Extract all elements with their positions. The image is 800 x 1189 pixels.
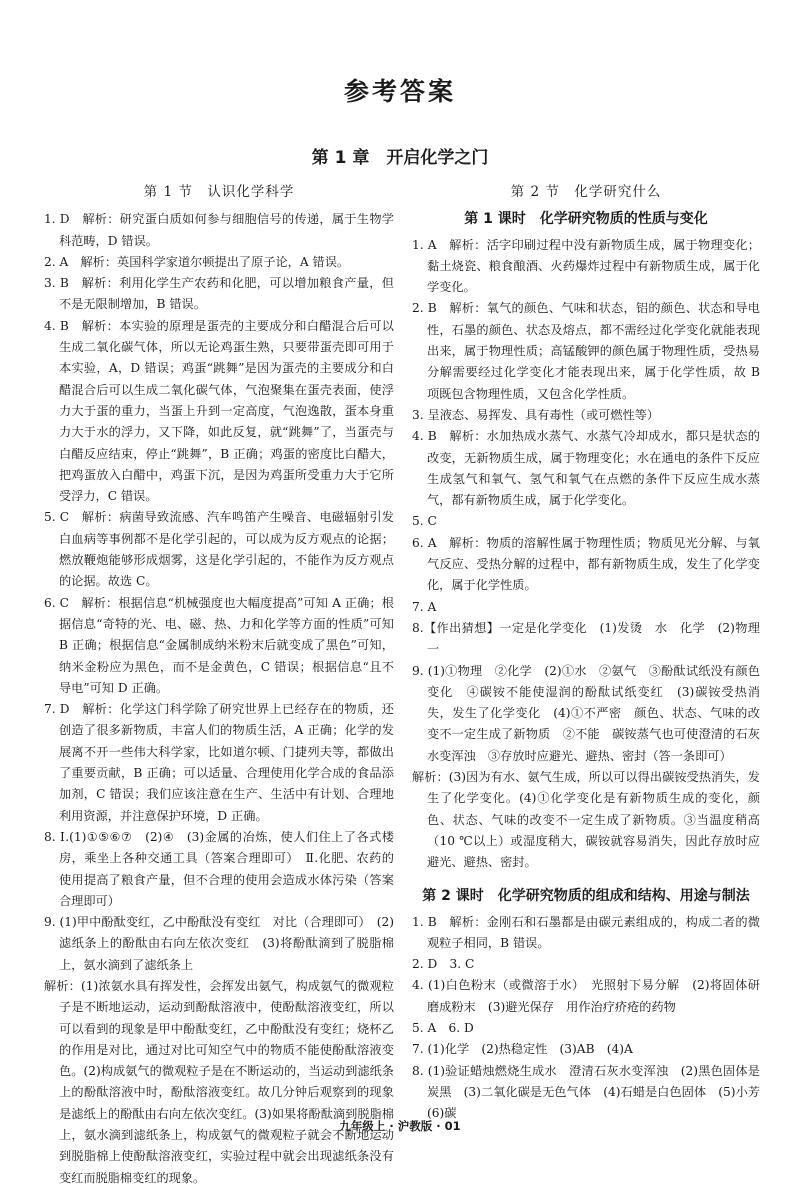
left-column xyxy=(44,182,394,1189)
answer-item: 4. (1)白色粉末（或微溶于水） 光照射下易分解 (2)将固体研磨成粉末 (3)避光保存 用作治疗疥疮的药物 xyxy=(412,978,760,1014)
right-column xyxy=(412,182,773,1124)
answer-item: 8.【作出猜想】一定是化学变化 (1)发烫 水 化学 (2)物理 一 xyxy=(412,620,773,657)
answer-item: 2. D 3. C xyxy=(412,957,475,972)
answer-item: 2. B 解析：氧气的颜色、气味和状态，铝的颜色、状态和导电性，石墨的颜色、状态及熔点，都不需经过化学变化就能表现出来，属于物理性质；高锰酸钾的颜色属于物理性质，受热易分解需要经过化学变化才能表现出来，属于化学性质，故 B 项既包含物理性质，又包含化学性质。 xyxy=(412,301,760,401)
answer-explanation: 解析：(3)因为有水、氨气生成，所以可以得出碳铵受热消失，发生了化学变化。(4)①化学变化是有新物质生成的变化，颜色、状态、气味的改变不一定生成了新物质。③当温度稍高（10 ℃以上）或湿度稍大，碳铵就容易消失，因此存放时应避光、避热、密封。 xyxy=(412,770,760,870)
answer-item: 6. A 解析：物质的溶解性属于物理性质；物质见光分解、与氧气反应、受热分解的过程中，都有新物质生成，发生了化学变化，属于化学性质。 xyxy=(412,535,760,593)
answer-item: 1. B 解析：金刚石和石墨都是由碳元素组成的，构成二者的微观粒子相同，B 错误。 xyxy=(412,914,760,950)
answer-item: 1. A 解析：活字印刷过程中没有新物质生成，属于物理变化；黏土烧瓷、粮食酿酒、火药爆炸过程中有新物质生成，属于化学变化。 xyxy=(412,237,760,295)
chapter-title: 第 1 章 开启化学之门 xyxy=(311,148,489,168)
answer-item: 6. C 解析：根据信息“机械强度也大幅度提高”可知 A 正确；根据信息“奇特的光、电、磁、热、力和化学等方面的性质”可知 B 正确；根据信息“金属制成纳米粉末后就变成了黑色”可知，纳米金粉应为黑色，而不是金黄色，C 错误；根据信息“且不导电”可知 D 正确。 xyxy=(44,595,394,695)
answer-item: 4. B 解析：水加热成水蒸气、水蒸气冷却成水，都只是状态的改变，无新物质生成，属于物理变化；水在通电的条件下反应生成氢气和氧气、氢气和氧气在点燃的条件下反应生成水蒸气，都有新物质生成，属于化学变化。 xyxy=(412,429,760,508)
lesson-title: 第 1 课时 化学研究物质的性质与变化 xyxy=(464,211,708,228)
answer-item: 9. (1)甲中酚酞变红，乙中酚酞没有变红 对比（合理即可） (2)滤纸条上的酚酞由右向左依次变红 (3)将酚酞滴到了脱脂棉上，氨水滴到了滤纸条上 xyxy=(44,915,394,972)
section-title: 第 2 节 化学研究什么 xyxy=(510,184,662,200)
answer-item: 5. C 解析：病菌导致流感、汽车鸣笛产生噪音、电磁辐射引发白血病等事例都不是化学引起的，可以成为反方观点的论据；燃放鞭炮能够形成烟雾，这是化学引起的，不能作为反方观点的论据。故选 C。 xyxy=(44,510,394,589)
answer-item: 3. 呈液态、易挥发、具有毒性（或可燃性等） xyxy=(412,407,660,422)
answer-item: 7. A xyxy=(412,599,437,614)
answer-item: 7. (1)化学 (2)热稳定性 (3)AB (4)A xyxy=(412,1042,633,1057)
answer-item: 3. B 解析：利用化学生产农药和化肥，可以增加粮食产量，但不是无限制增加，B 错误。 xyxy=(44,276,394,312)
answer-item: 1. D 解析：研究蛋白质如何参与细胞信号的传递，属于生物学科范畴，D 错误。 xyxy=(44,212,394,248)
answer-explanation: 解析：(1)浓氨水具有挥发性，会挥发出氨气，构成氨气的微观粒子是不断地运动，运动到酚酞溶液中，使酚酞溶液变红，所以可以看到的现象是甲中酚酞变红，乙中酚酞没有变红；烧杯乙的作用是对比，通过对比可知空气中的物质不能使酚酞溶液变色。(2)构成氨气的微观粒子是在不断运动的，当运动到滤纸条上的酚酞溶液中时，酚酞溶液变红。故几分钟后观察到的现象是滤纸上的酚酞由右向左依次变红。(3)如果将酚酞滴到脱脂棉上，氨水滴到滤纸条上，构成氨气的微观粒子就会不断地运动到脱脂棉上使酚酞溶液变红，实验过程中就会出现滤纸条没有变红而脱脂棉变红的现象。 xyxy=(44,978,394,1185)
page-footer: 九年级上 · 沪教版 · 01 xyxy=(339,1119,461,1133)
answer-item: 8. Ⅰ.(1)①⑤⑥⑦ (2)④ (3)金属的冶炼，使人们住上了各式楼房，乘坐上各种交通工具（答案合理即可） Ⅱ.化肥、农药的使用提高了粮食产量，但不合理的使用会造成水体污染（答案合理即可） xyxy=(44,829,394,908)
answer-item: 5. C xyxy=(412,514,437,529)
answer-item: 9. (1)①物理 ②化学 (2)①水 ②氨气 ③酚酞试纸没有颜色变化 ④碳铵不能使湿润的酚酞试纸变红 (3)碳铵受热消失，发生了化学变化 (4)①不严密 颜色、状态、气味的改变不一定生成了新物质 ②不能 碳铵蒸气也可使澄清的石灰水变浑浊 ③存放时应避光、避热、密封（答一条即可） xyxy=(412,663,760,763)
answer-item: 8. (1)验证蜡烛燃烧生成水 澄清石灰水变浑浊 (2)黑色固体是炭黑 (3)二氧化碳是无色气体 (4)石蜡是白色固体 (5)小芳 (6)碳 xyxy=(412,1063,773,1121)
lesson-title: 第 2 课时 化学研究物质的组成和结构、用途与制法 xyxy=(422,887,750,904)
answer-item: 7. D 解析：化学这门科学除了研究世界上已经存在的物质，还创造了很多新物质，丰富人们的物质生活，A 正确；化学的发展离不开一些伟大科学家，比如道尔顿、门捷列夫等，都做出了重要贡献，B 正确；可以适量、合理使用化学合成的食品添加剂，C 错误；我们应该注意在生产、生活中有计划、合理地利用资源，并注意保护环境，D 正确。 xyxy=(44,702,394,823)
section-title: 第 1 节 认识化学科学 xyxy=(143,184,295,200)
answer-item: 2. A 解析：英国科学家道尔顿提出了原子论，A 错误。 xyxy=(44,254,350,269)
page-title: 参考答案 xyxy=(343,77,456,106)
answer-item: 4. B 解析：本实验的原理是蛋壳的主要成分和白醋混合后可以生成二氧化碳气体，所以无论鸡蛋生熟，只要带蛋壳即可用于本实验，A，D 错误；鸡蛋“跳舞”是因为蛋壳的主要成分和白醋混合后可以生成二氧化碳气体，气泡聚集在蛋壳表面，使浮力大于蛋的重力，当蛋上升到一定高度，气泡逸散，蛋本身重力大于水的浮力，又下降，如此反复，就“跳舞”了，当蛋壳与白醋反应结束，停止“跳舞”，B 正确；鸡蛋的密度比白醋大，把鸡蛋放入白醋中，鸡蛋下沉，是因为鸡蛋所受重力大于它所受浮力，C 错误。 xyxy=(44,318,394,504)
answer-item: 5. A 6. D xyxy=(412,1020,474,1035)
